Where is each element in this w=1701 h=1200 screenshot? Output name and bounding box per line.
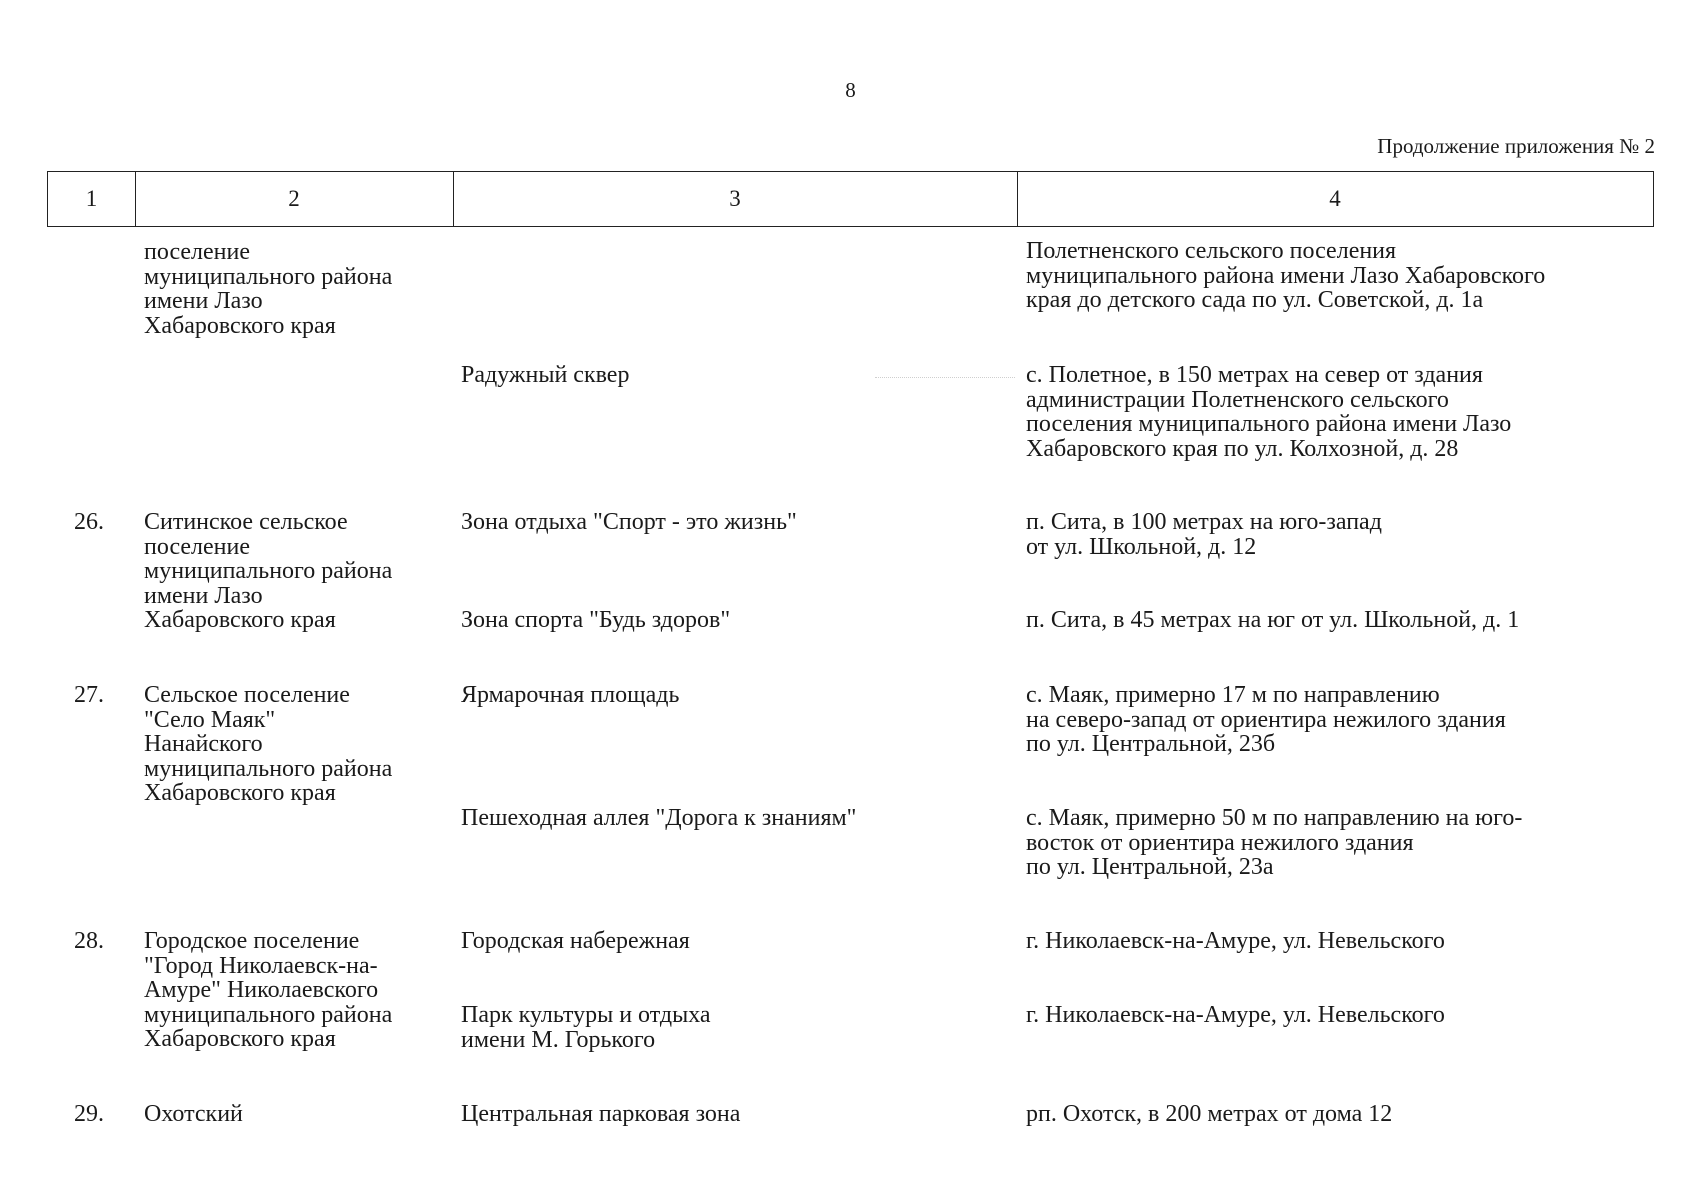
header-col-2: 2 — [288, 186, 300, 211]
row-number: 27. — [74, 682, 104, 708]
row-number: 26. — [74, 509, 104, 535]
settlement-cell: поселение муниципального района имени Лазо Хабаровского края — [144, 239, 393, 339]
settlement-cell: Городское поселение "Город Николаевск-на- Амуре" Николаевского муниципального района Хабаровского края — [144, 928, 393, 1052]
page-number: 8 — [845, 78, 856, 102]
address-cell: п. Сита, в 45 метрах на юг от ул. Школьной, д. 1 — [1026, 607, 1520, 633]
object-cell: Центральная парковая зона — [461, 1101, 741, 1127]
header-col-1: 1 — [85, 186, 98, 211]
address-cell: п. Сита, в 100 метрах на юго-запад от ул. Школьной, д. 12 — [1026, 509, 1382, 560]
address-cell: с. Маяк, примерно 50 м по направлению на юго- восток от ориентира нежилого здания по ул. Центральной, 23а — [1026, 805, 1523, 880]
address-cell: с. Маяк, примерно 17 м по направлению на северо-запад от ориентира нежилого здания по ул. Центральной, 23б — [1026, 682, 1506, 757]
table-header — [47, 171, 1654, 227]
object-cell: Пешеходная аллея "Дорога к знаниям" — [461, 805, 857, 831]
header-divider — [1017, 172, 1018, 226]
header-col-3: 3 — [729, 186, 741, 211]
address-cell: рп. Охотск, в 200 метрах от дома 12 — [1026, 1101, 1393, 1127]
header-divider — [135, 172, 136, 226]
settlement-cell: Охотский — [144, 1101, 243, 1127]
header-col-4: 4 — [1329, 186, 1341, 211]
settlement-cell: Сельское поселение "Село Маяк" Нанайского муниципального района Хабаровского края — [144, 682, 393, 806]
row-number: 29. — [74, 1101, 104, 1127]
object-cell: Зона отдыха "Спорт - это жизнь" — [461, 509, 797, 535]
object-cell: Ярмарочная площадь — [461, 682, 680, 708]
object-cell: Радужный сквер — [461, 362, 630, 388]
address-cell: г. Николаевск-на-Амуре, ул. Невельского — [1026, 1002, 1445, 1028]
appendix-note: Продолжение приложения № 2 — [1377, 134, 1655, 158]
header-divider — [453, 172, 454, 226]
address-cell: г. Николаевск-на-Амуре, ул. Невельского — [1026, 928, 1445, 954]
object-cell: Городская набережная — [461, 928, 690, 954]
object-cell: Зона спорта "Будь здоров" — [461, 607, 731, 633]
address-cell: Полетненского сельского поселения муниципального района имени Лазо Хабаровского края до детского сада по ул. Советской, д. 1а — [1026, 238, 1546, 313]
row-number: 28. — [74, 928, 104, 954]
address-cell: с. Полетное, в 150 метрах на север от здания администрации Полетненского сельского поселения муниципального района имени Лазо Хабаровского края по ул. Колхозной, д. 28 — [1026, 362, 1512, 462]
settlement-cell: Ситинское сельское поселение муниципального района имени Лазо Хабаровского края — [144, 509, 393, 633]
object-cell: Парк культуры и отдыха имени М. Горького — [461, 1002, 711, 1053]
